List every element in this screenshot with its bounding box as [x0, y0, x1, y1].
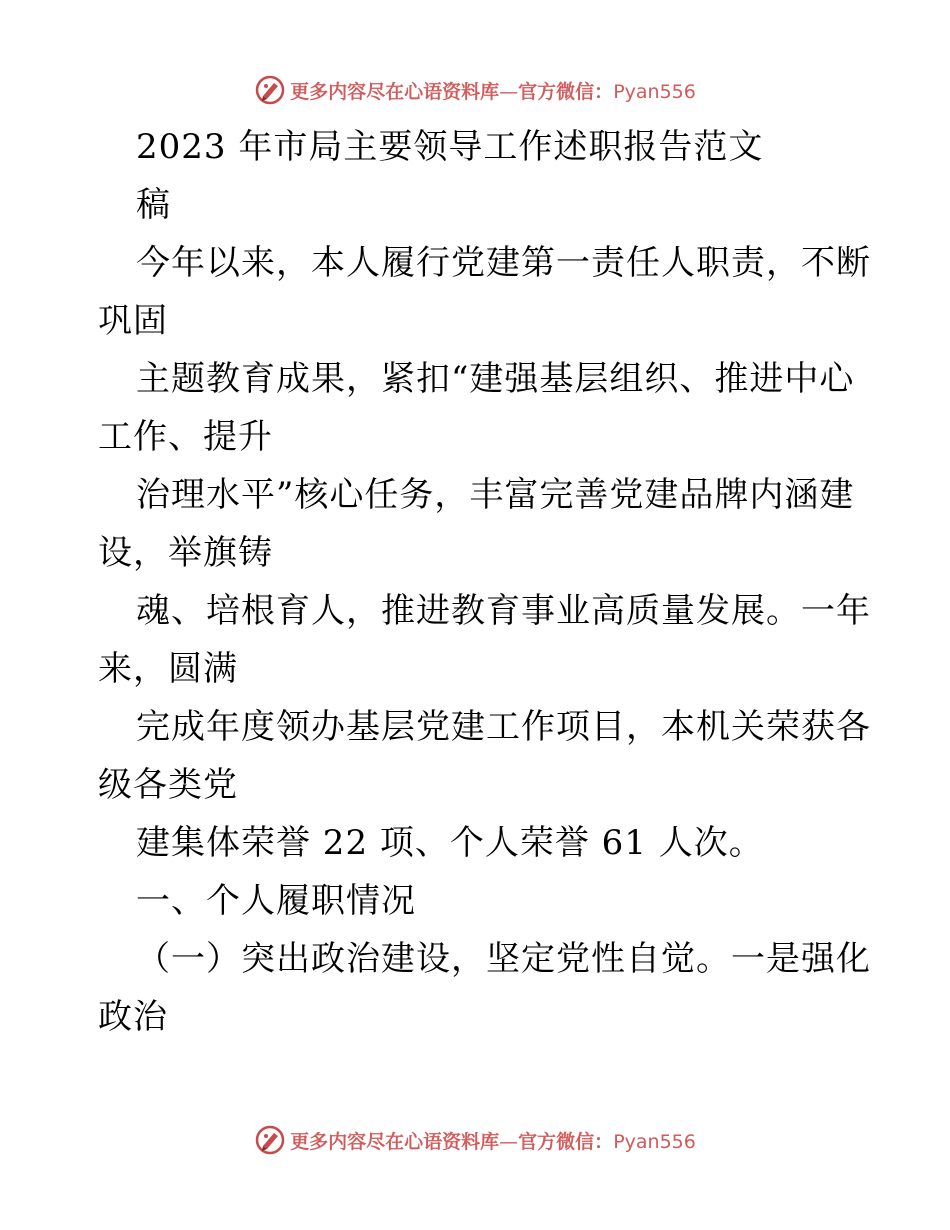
paragraph-line: 治理水平”核心任务，丰富完善党建品牌内涵建: [136, 475, 855, 515]
doc-title-line-2: 稿: [136, 185, 171, 225]
paragraph-line: 工作、提升: [98, 417, 273, 457]
paragraph-line: 魂、培根育人，推进教育事业高质量发展。一年: [136, 591, 871, 631]
paragraph-line: 政治: [98, 997, 168, 1037]
paragraph-line: 级各类党: [98, 765, 238, 805]
section-heading: 一、个人履职情况: [136, 881, 416, 921]
paragraph-line: 设，举旗铸: [98, 533, 273, 573]
doc-title-line-1: 2023 年市局主要领导工作述职报告范文: [136, 127, 764, 167]
paragraph-line: 今年以来，本人履行党建第一责任人职责，不断: [136, 243, 871, 283]
paragraph-line: 主题教育成果，紧扣“建强基层组织、推进中心: [136, 359, 855, 399]
header-watermark: [0, 70, 950, 110]
pen-logo-icon: [254, 1124, 286, 1156]
footer-watermark: [0, 1120, 950, 1160]
document-body: [98, 118, 871, 1046]
pen-logo-icon: [254, 74, 286, 106]
paragraph-line: 建集体荣誉 22 项、个人荣誉 61 人次。: [136, 823, 764, 863]
watermark-text: 更多内容尽在心语资料库—官方微信：Pyan556: [290, 1130, 696, 1153]
paragraph-line: 巩固: [98, 301, 168, 341]
paragraph-line: 完成年度领办基层党建工作项目，本机关荣获各: [136, 707, 871, 747]
paragraph-line: 来，圆满: [98, 649, 238, 689]
watermark-text: 更多内容尽在心语资料库—官方微信：Pyan556: [290, 80, 696, 103]
paragraph-line: （一）突出政治建设，坚定党性自觉。一是强化: [136, 939, 871, 979]
